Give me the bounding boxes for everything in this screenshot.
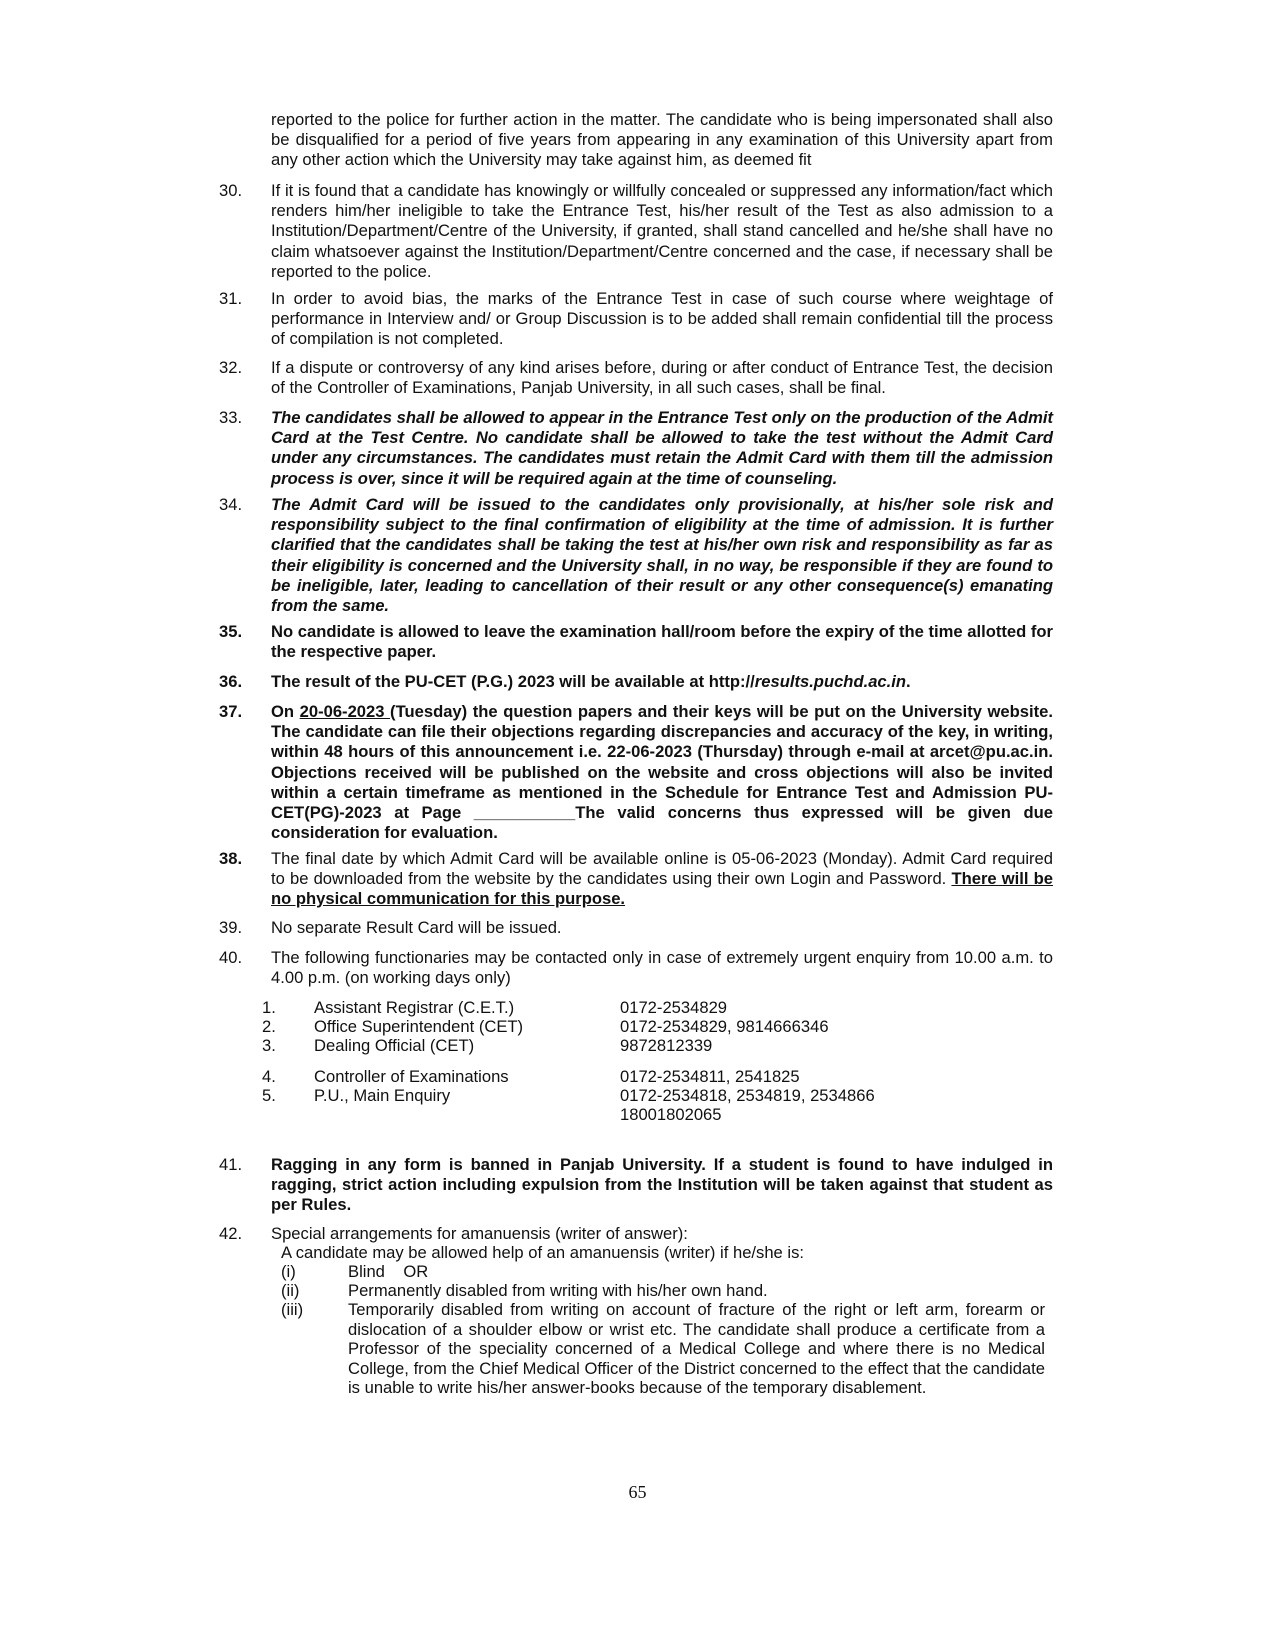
- item-text-tail: .: [906, 672, 911, 691]
- contact-phone: 9872812339: [620, 1036, 713, 1055]
- item-number: 39.: [219, 918, 243, 937]
- key-release-date: 20-06-2023: [299, 702, 391, 721]
- item-text-lead: On: [271, 702, 300, 721]
- contact-phone: 0172-2534829: [620, 998, 728, 1017]
- contact-phone: 0172-2534829, 9814666346: [620, 1017, 829, 1036]
- item-text: If a dispute or controversy of any kind arises before, during or after conduct of Entrance Test, the decision of the Controller of Examinations, Panjab University, in all such cases, shall be final.: [271, 358, 1053, 398]
- item-text: The following functionaries may be contacted only in case of extremely urgent enquiry from 10.00 a.m. to 4.00 p.m. (on working days only): [271, 948, 1053, 988]
- subitem-text: Blind OR: [348, 1262, 429, 1281]
- no-physical-communication-note: There will be no physical communication for this purpose.: [271, 869, 1054, 909]
- item-text-tail: (Tuesday) the question papers and their keys will be put on the University website. The candidate can file their objections regarding discrepancies and accuracy of the key, in writing, within 48 hours of this announcement i.e. 22-06-2023 (Thursday) through e-mail at arcet@pu.ac.in. Objections received will be published on the website and cross objections will also be invited within a certain timeframe as mentioned in the Schedule for Entrance Test and Admission PU-CET(PG)-2023 at Page ___________The valid concerns thus expressed will be given due consideration for evaluation.: [271, 702, 1053, 843]
- item-number: 37.: [219, 702, 243, 721]
- item-text: The candidates shall be allowed to appear in the Entrance Test only on the production of the Admit Card at the Test Centre. No candidate shall be allowed to take the test without the Admit Card under any circumstances. The candidates must retain the Admit Card with them till the admission process is over, since it will be required again at the time of counseling.: [271, 408, 1053, 488]
- item-text: [271, 849, 1053, 910]
- contact-phone: 0172-2534818, 2534819, 2534866: [620, 1086, 875, 1105]
- item-number: 40.: [219, 948, 243, 967]
- page-number: 65: [628, 1482, 647, 1502]
- results-link[interactable]: results.puchd.ac.in: [754, 672, 907, 691]
- item-text: No candidate is allowed to leave the examination hall/room before the expiry of the time allotted for the respective paper.: [271, 622, 1053, 662]
- contact-number: 4.: [262, 1067, 276, 1086]
- item-text: [271, 702, 1053, 843]
- contact-role: Office Superintendent (CET): [314, 1017, 524, 1036]
- contact-role: Dealing Official (CET): [314, 1036, 475, 1055]
- item-title: Special arrangements for amanuensis (writer of answer):: [271, 1224, 688, 1243]
- subitem-text: Temporarily disabled from writing on account of fracture of the right or left arm, forearm or dislocation of a shoulder elbow or wrist etc. The candidate shall produce a certificate from a Professor of the speciality concerned of a Medical College and where there is no Medical College, from the Chief Medical Officer of the District concerned to the effect that the candidate is unable to write his/her answer-books because of the temporary disablement.: [348, 1300, 1045, 1397]
- item-number: 31.: [219, 289, 243, 308]
- contact-role: Controller of Examinations: [314, 1067, 509, 1086]
- item-number: 41.: [219, 1155, 243, 1174]
- contact-phone-tollfree: 18001802065: [620, 1105, 722, 1124]
- contact-role: Assistant Registrar (C.E.T.): [314, 998, 515, 1017]
- item-number: 42.: [219, 1224, 243, 1243]
- item-text: [271, 672, 1053, 692]
- contact-number: 1.: [262, 998, 276, 1017]
- subitem-text: Permanently disabled from writing with his/her own hand.: [348, 1281, 768, 1300]
- item-number: 38.: [219, 849, 243, 868]
- contact-number: 2.: [262, 1017, 276, 1036]
- item-text: If it is found that a candidate has knowingly or willfully concealed or suppressed any information/fact which renders him/her ineligible to take the Entrance Test, his/her result of the Test as also admission to a Institution/Department/Centre of the University, if granted, shall stand cancelled and he/she shall have no claim whatsoever against the Institution/Department/Centre concerned and the case, if necessary shall be reported to the police.: [271, 181, 1053, 281]
- item-number: 35.: [219, 622, 243, 641]
- item-number: 32.: [219, 358, 243, 377]
- contact-role: P.U., Main Enquiry: [314, 1086, 451, 1105]
- item-text-lead: The result of the PU-CET (P.G.) 2023 will be available at http://: [271, 672, 755, 691]
- item-text: In order to avoid bias, the marks of the Entrance Test in case of such course where weightage of performance in Interview and/ or Group Discussion is to be added shall remain confidential till the process of compilation is not completed.: [271, 289, 1053, 349]
- contact-number: 5.: [262, 1086, 276, 1105]
- item-number: 33.: [219, 408, 243, 427]
- item-number: 30.: [219, 181, 243, 200]
- item-number: 36.: [219, 672, 243, 691]
- item-number: 34.: [219, 495, 243, 514]
- amanuensis-intro: A candidate may be allowed help of an amanuensis (writer) if he/she is:: [281, 1243, 804, 1262]
- item-text: Ragging in any form is banned in Panjab University. If a student is found to have indulged in ragging, strict action including expulsion from the Institution will be taken against that student as per Rules.: [271, 1155, 1053, 1215]
- item-text-lead: The final date by which Admit Card will be available online is 05-06-2023 (Monday). Admit Card required to be downloaded from the website by the candidates using their own Login and Password.: [271, 849, 1053, 889]
- item-text: No separate Result Card will be issued.: [271, 918, 562, 937]
- subitem-number: (ii): [281, 1281, 300, 1300]
- continuation-paragraph: reported to the police for further action in the matter. The candidate who is being impersonated shall also be disqualified for a period of five years from appearing in any examination of this University apart from any other action which the University may take against him, as deemed fit: [271, 110, 1053, 170]
- subitem-number: (i): [281, 1262, 296, 1281]
- contact-number: 3.: [262, 1036, 276, 1055]
- contact-phone: 0172-2534811, 2541825: [620, 1067, 800, 1086]
- subitem-number: (iii): [281, 1300, 304, 1319]
- item-text: The Admit Card will be issued to the candidates only provisionally, at his/her sole risk and responsibility subject to the final confirmation of eligibility at the time of admission. It is further clarified that the candidates shall be taking the test at his/her own risk and responsibility as far as their eligibility is concerned and the University shall, in no way, be responsible if they are found to be ineligible, later, leading to cancellation of their result or any other consequence(s) emanating from the same.: [271, 495, 1053, 616]
